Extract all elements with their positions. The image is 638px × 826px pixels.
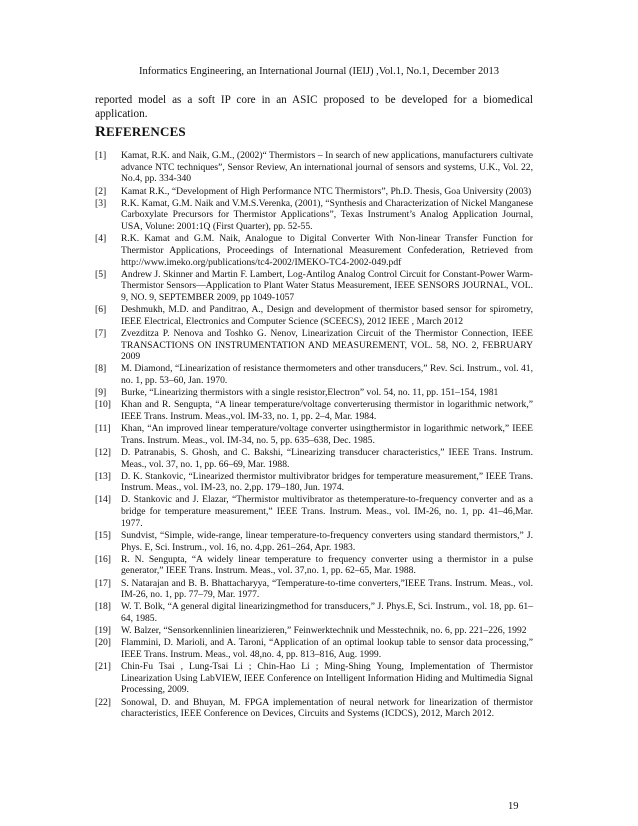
reference-item [95, 423, 533, 446]
reference-text: Sundvist, “Simple, wide-range, linear temperature-to-frequency converters using standard thermistors,” J. Phys. E, Sci. Instrum., vol. 16, no. 4,pp. 261–264, Apr. 1983. [121, 529, 533, 553]
reference-number: [1] [95, 150, 107, 161]
reference-text: M. Diamond, “Linearization of resistance thermometers and other transducers,” Rev. Sci. Instrum., vol. 41, no. 1, pp. 53–60, Jan. 1970. [121, 363, 533, 387]
intro-paragraph: reported model as a soft IP core in an ASIC proposed to be developed for a biomedical application. [95, 94, 533, 121]
reference-number: [19] [95, 625, 111, 637]
reference-item [95, 554, 533, 577]
reference-text: Kamat, R.K. and Naik, G.M., (2002)“ Thermistors – In search of new applications, manufacturers cultivate advance NTC techniques”, Sensor Review, An international journal of sensors and systems, U.K., Vol. 22, No.4, pp. 334-340 [121, 150, 533, 185]
reference-text: W. Balzer, “Sensorkennlinien linearizieren,” Feinwerktechnik und Messtechnik, no. 6, pp. 221–226, 1992 [121, 625, 527, 637]
reference-text: Andrew J. Skinner and Martin F. Lambert, Log-Antilog Analog Control Circuit for Constant-Power Warm-Thermistor Sensors—Application to Plant Water Status Measurement, IEEE SENSORS JOURNAL, VOL. 9, NO. 9, SEPTEMBER 2009, pp 1049-1057 [121, 268, 533, 303]
reference-item [95, 328, 533, 363]
reference-item [95, 601, 533, 624]
reference-number: [11] [95, 423, 111, 435]
reference-text: Khan, “An improved linear temperature/voltage converter usingthermistor in logarithmic network,” IEEE Trans. Instrum. Meas., vol. IM-34, no. 5, pp. 635–638, Dec. 1985. [121, 423, 533, 446]
reference-number: [3] [95, 197, 107, 209]
reference-number: [10] [95, 399, 111, 411]
reference-item [95, 578, 533, 601]
reference-item [95, 387, 533, 399]
reference-text: Burke, “Linearizing thermistors with a single resistor,Electron” vol. 54, no. 11, pp. 151–154, 1981 [121, 387, 499, 399]
reference-item [95, 233, 533, 268]
references-heading-initial: R [95, 124, 107, 140]
reference-text: Khan and R. Sengupta, “A linear temperature/voltage converterusing thermistor in logarithmic network,” IEEE Trans. Instrum. Meas.,vol. IM-33, no. 1, pp. 2–4, Mar. 1984. [121, 399, 533, 422]
reference-number: [16] [95, 553, 111, 565]
reference-item [95, 198, 533, 233]
reference-item [95, 304, 533, 327]
reference-item [95, 625, 533, 637]
reference-number: [5] [95, 268, 107, 280]
reference-number: [12] [95, 446, 111, 458]
reference-item [95, 661, 533, 696]
running-header: Informatics Engineering, an International Journal (IEIJ) ,Vol.1, No.1, December 2013 [139, 66, 499, 77]
reference-text: R.K. Kamat, G.M. Naik and V.M.S.Verenka, (2001), “Synthesis and Characterization of Nickel Manganese Carboxylate Precursors for Thermistor Applications”, Texas Instrument’s Analog Application Journal, USA, Volune: 2001:1Q (First Quarter), pp. 52-55. [121, 197, 533, 232]
references-list [95, 150, 533, 720]
reference-text: D. Patranabis, S. Ghosh, and C. Bakshi, “Linearizing transducer characteristics,” IEEE Trans. Instrum. Meas., vol. 37, no. 1, pp. 66–69, Mar. 1988. [121, 446, 533, 470]
reference-item [95, 186, 533, 198]
reference-item [95, 269, 533, 304]
reference-item [95, 697, 533, 720]
reference-number: [7] [95, 327, 107, 339]
reference-item [95, 399, 533, 422]
reference-number: [2] [95, 185, 107, 197]
reference-number: [18] [95, 601, 111, 613]
reference-text: S. Natarajan and B. B. Bhattacharyya, “Temperature-to-time converters,”IEEE Trans. Instrum. Meas., vol. IM-26, no. 1, pp. 77–79, Mar. 1977. [121, 577, 533, 601]
reference-number: [15] [95, 529, 111, 541]
reference-text: D. Stankovic and J. Elazar, “Thermistor multivibrator as thetemperature-to-frequency converter and as a bridge for temperature measurement,” IEEE Trans. Instrum. Meas., vol. IM-26, no. 1, pp. 41–46,Mar. 1977. [121, 494, 533, 529]
reference-number: [8] [95, 363, 107, 375]
reference-number: [22] [95, 696, 111, 708]
reference-number: [9] [95, 387, 107, 399]
reference-item [95, 530, 533, 553]
reference-text: Flammini, D. Marioli, and A. Taroni, “Application of an optimal lookup table to sensor data processing,” IEEE Trans. Instrum. Meas., vol. 48,no. 4, pp. 813–816, Aug. 1999. [121, 637, 533, 660]
reference-item [95, 471, 533, 494]
reference-number: [14] [95, 494, 111, 506]
reference-text: R. N. Sengupta, “A widely linear temperature to frequency converter using a thermistor in a pulse generator,” IEEE Trans. Instrum. Meas., vol. 37,no. 1, pp. 62–65, Mar. 1988. [121, 553, 533, 577]
reference-item [95, 447, 533, 470]
references-heading [95, 124, 186, 141]
reference-item [95, 494, 533, 529]
reference-number: [21] [95, 661, 111, 673]
reference-number: [20] [95, 637, 111, 649]
page-number: 19 [508, 801, 519, 812]
reference-text: Deshmukh, M.D. and Panditrao, A., Design and development of thermistor based sensor for spirometry, IEEE Electrical, Electronics and Computer Science (SCEECS), 2012 IEEE , March 2012 [121, 304, 533, 327]
reference-item [95, 150, 533, 185]
references-heading-rest: EFERENCES [106, 124, 186, 139]
reference-item [95, 363, 533, 386]
reference-text: Kamat R.K., “Development of High Performance NTC Thermistors”, Ph.D. Thesis, Goa University (2003) [121, 185, 532, 197]
reference-number: [17] [95, 577, 111, 589]
reference-text: W. T. Bolk, “A general digital linearizingmethod for transducers,” J. Phys.E, Sci. Instrum., vol. 18, pp. 61–64, 1985. [121, 601, 533, 625]
reference-number: [6] [95, 304, 107, 316]
reference-number: [13] [95, 470, 111, 482]
reference-text: D. K. Stankovic, “Linearized thermistor multivibrator bridges for temperature measurement,” IEEE Trans. Instrum. Meas., vol. IM-23, no. 2,pp. 179–180, Jun. 1974. [121, 470, 533, 494]
reference-text: Zvezditza P. Nenova and Toshko G. Nenov, Linearization Circuit of the Thermistor Connection, IEEE TRANSACTIONS ON INSTRUMENTATION AND MEASUREMENT, VOL. 58, NO. 2, FEBRUARY 2009 [121, 327, 533, 363]
reference-item [95, 637, 533, 660]
reference-text: Chin-Fu Tsai , Lung-Tsai Li ; Chin-Hao Li ; Ming-Shing Young, Implementation of Thermistor Linearization Using LabVIEW, IEEE Conference on Intelligent Information Hiding and Multimedia Signal Processing, 2009. [121, 661, 533, 696]
reference-text: Sonowal, D. and Bhuyan, M. FPGA implementation of neural network for linearization of thermistor characteristics, IEEE Conference on Devices, Circuits and Systems (ICDCS), 2012, March 2012. [121, 696, 533, 720]
reference-number: [4] [95, 233, 107, 245]
reference-text: R.K. Kamat and G.M. Naik, Analogue to Digital Converter With Non-linear Transfer Function for Thermistor Applications, Proceedings of International Measurement Confederation, Retrieved from http://www.imeko.org/publications/tc4-2002/IMEKO-TC4-2002-049.pdf [121, 233, 533, 268]
